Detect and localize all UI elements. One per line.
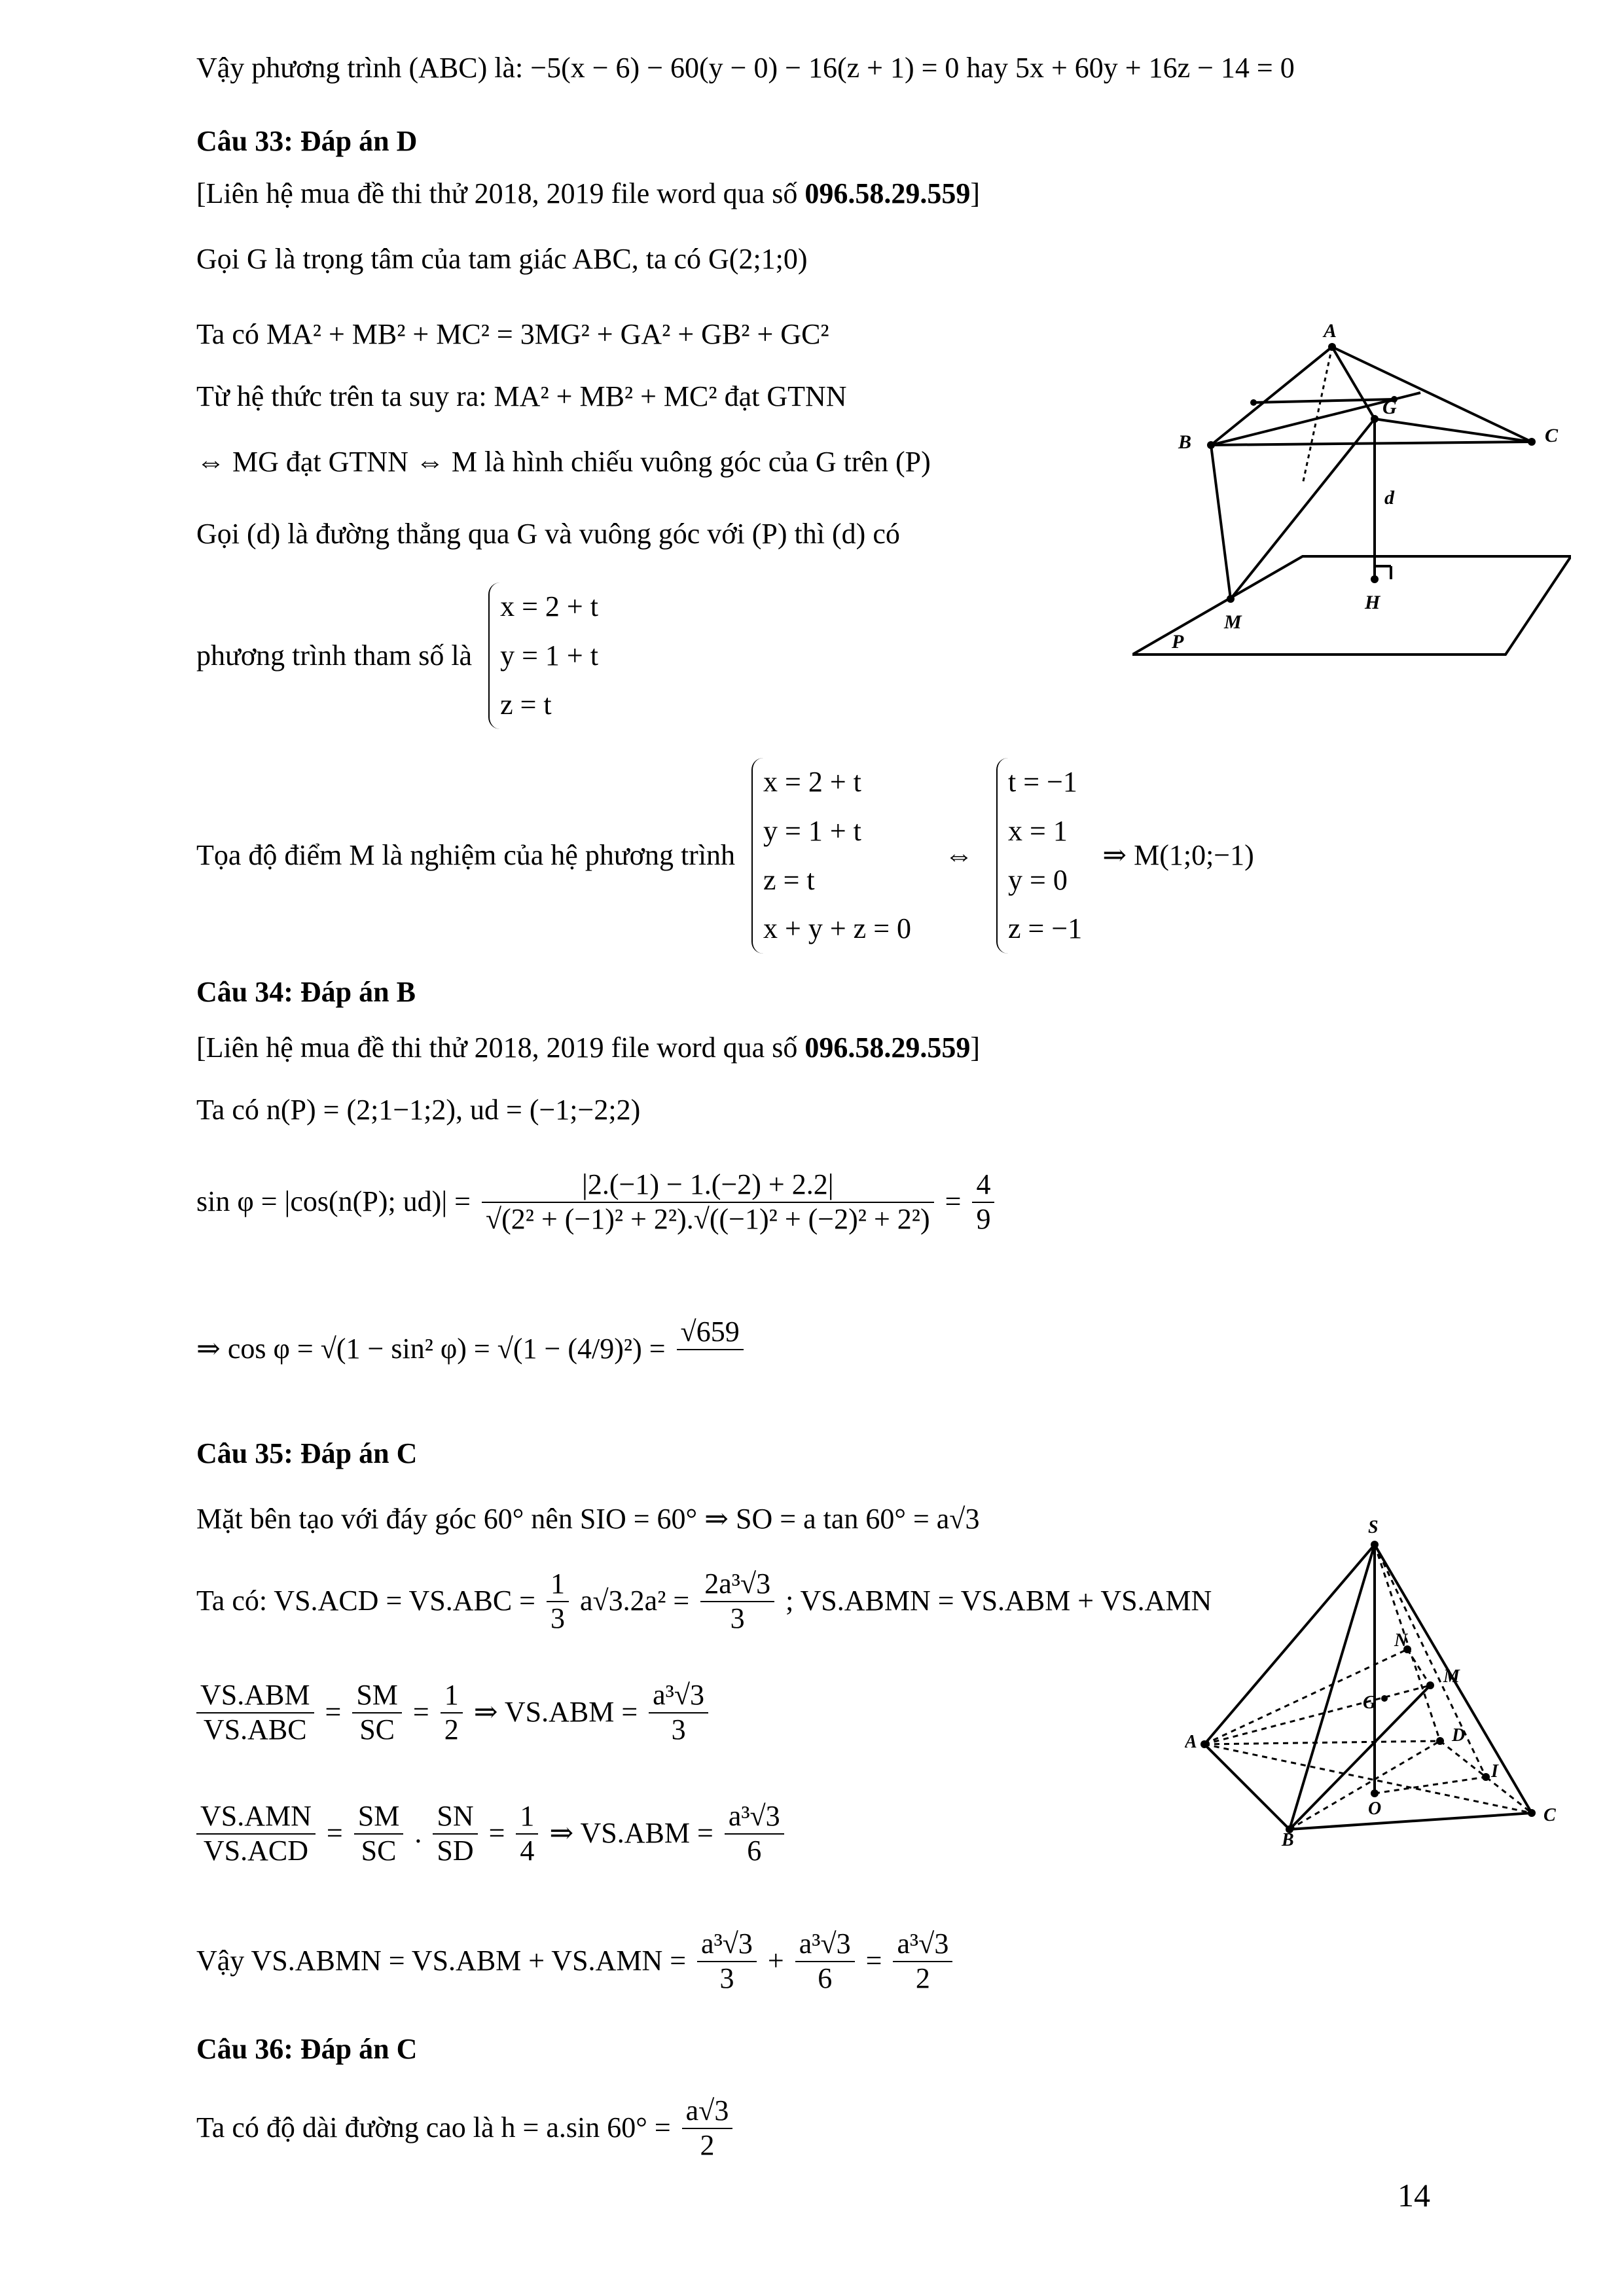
cos-result-num: √659 xyxy=(677,1316,744,1350)
ratio2-b-den: SC xyxy=(361,1834,397,1867)
label-c: C xyxy=(1545,425,1559,446)
cos-result-den xyxy=(677,1350,744,1383)
label-o: O xyxy=(1368,1799,1382,1819)
ratio2-b2-num: SN xyxy=(433,1800,477,1835)
height-frac xyxy=(682,2094,733,2162)
ratio2-c-den: 4 xyxy=(520,1834,535,1867)
ratio2-eq-2: = xyxy=(488,1817,505,1850)
label-s: S xyxy=(1368,1518,1379,1537)
ratio2-frac-d xyxy=(725,1800,784,1867)
q35-ratio-2 xyxy=(196,1800,788,1867)
system-left-4: x + y + z = 0 xyxy=(763,912,912,945)
ratio1-b-num: SM xyxy=(352,1679,402,1713)
label-a: A xyxy=(1185,1732,1197,1752)
edge-ad xyxy=(1204,1741,1440,1744)
system-left-2: y = 1 + t xyxy=(763,814,861,847)
ratio2-c-num: 1 xyxy=(516,1800,538,1835)
q33-line-g1: Gọi G là trọng tâm của tam giác ABC, ta có G(2;1;0) xyxy=(196,243,808,275)
ratio2-frac-b2 xyxy=(433,1800,477,1867)
system-right xyxy=(996,758,1082,954)
system-right-4: z = −1 xyxy=(1008,912,1083,945)
label-i: I xyxy=(1491,1761,1498,1782)
contact-phone: 096.58.29.559 xyxy=(804,177,971,209)
ratio1-d-num: a³√3 xyxy=(649,1679,708,1713)
q33-heading: Câu 33: Đáp án D xyxy=(196,125,418,157)
q33-line-g3: Từ hệ thức trên ta suy ra: MA² + MB² + MC² đạt GTNN xyxy=(196,380,847,412)
sin-denominator: √(2² + (−1)² + 2²).√((−1)² + (−2)² + 2²) xyxy=(485,1202,930,1235)
label-m: M xyxy=(1224,611,1242,633)
height-lhs: Ta có độ dài đường cao là h = a.sin 60° = xyxy=(196,2111,671,2144)
ratio2-b-num: SM xyxy=(354,1800,404,1835)
edge-bc xyxy=(1290,1813,1532,1829)
label-b: B xyxy=(1178,431,1192,453)
edge-ab xyxy=(1204,1744,1290,1829)
height-den: 2 xyxy=(700,2128,715,2161)
sin-result-den: 9 xyxy=(976,1202,991,1235)
label-g: G xyxy=(1382,397,1397,418)
total-lhs: Vậy VS.ABMN = VS.ABM + VS.AMN = xyxy=(196,1945,687,1977)
equation-abc: Vậy phương trình (ABC) là: −5(x − 6) − 60(y − 0) − 16(z + 1) = 0 hay 5x + 60y + 16z − 14 = 0 xyxy=(196,52,1295,84)
param-eq-1: x = 2 + t xyxy=(500,590,598,622)
cos-lhs: ⇒ cos φ = √(1 − sin² φ) = √(1 − (4/9)²) = xyxy=(196,1332,666,1365)
page-number: 14 xyxy=(1398,2177,1430,2214)
ratio2-d-den: 6 xyxy=(747,1834,762,1867)
q34-sin-row xyxy=(196,1168,998,1236)
median-1 xyxy=(1254,399,1394,403)
vol-frac-1-num: 1 xyxy=(547,1568,569,1602)
contact-suffix: ] xyxy=(970,1031,980,1064)
ratio2-b2-den: SD xyxy=(437,1834,474,1867)
sin-result-num: 4 xyxy=(972,1168,994,1203)
total-plus: + xyxy=(767,1945,784,1977)
system-left xyxy=(751,758,911,954)
contact-line-33 xyxy=(196,177,980,211)
ratio1-frac-a xyxy=(196,1679,314,1746)
total-2-den: 6 xyxy=(818,1962,833,1994)
ratio1-mid: ⇒ VS.ABM = xyxy=(473,1696,638,1729)
ratio2-d-num: a³√3 xyxy=(725,1800,784,1835)
ratio2-frac-a xyxy=(196,1800,316,1867)
vol-rhs: ; VS.ABMN = VS.ABM + VS.AMN xyxy=(785,1585,1212,1617)
label-m: M xyxy=(1443,1666,1460,1687)
param-eq-2: y = 1 + t xyxy=(500,639,598,672)
edge-sa xyxy=(1204,1545,1375,1744)
contact-phone: 096.58.29.559 xyxy=(804,1031,971,1064)
ratio1-frac-b xyxy=(352,1679,402,1746)
system-right-2: x = 1 xyxy=(1008,814,1068,847)
q34-heading: Câu 34: Đáp án B xyxy=(196,976,416,1008)
system-label: Tọa độ điểm M là nghiệm của hệ phương trình xyxy=(196,839,736,872)
label-g: G xyxy=(1363,1693,1377,1713)
total-1-den: 3 xyxy=(719,1962,734,1994)
figure-pyramid xyxy=(1185,1518,1578,1846)
q33-system-row xyxy=(196,758,1254,954)
vol-frac-1 xyxy=(547,1568,569,1635)
label-b: B xyxy=(1282,1830,1294,1846)
cos-result xyxy=(677,1316,744,1383)
q34-cos-row xyxy=(196,1316,748,1383)
q35-ratio-1 xyxy=(196,1679,712,1746)
ratio2-a-den: VS.ACD xyxy=(203,1834,309,1867)
ratio2-mid: ⇒ VS.ABM = xyxy=(549,1817,713,1850)
ratio1-eq-1: = xyxy=(325,1696,342,1729)
total-3-den: 2 xyxy=(915,1962,930,1994)
total-frac-1 xyxy=(697,1928,757,1995)
ratio2-a-num: VS.AMN xyxy=(196,1800,316,1835)
system-right-1: t = −1 xyxy=(1008,766,1077,798)
q36-heading: Câu 36: Đáp án C xyxy=(196,2033,418,2065)
contact-line-34 xyxy=(196,1031,980,1066)
contact-prefix: [Liên hệ mua đề thi thử 2018, 2019 file word qua số xyxy=(196,177,805,209)
q35-line-1: Mặt bên tạo với đáy góc 60° nên SIO = 60° ⇒ SO = a tan 60° = a√3 xyxy=(196,1503,980,1535)
ratio1-frac-c xyxy=(441,1679,463,1746)
height-num: a√3 xyxy=(682,2094,733,2129)
contact-suffix: ] xyxy=(970,177,980,209)
ratio1-c-den: 2 xyxy=(444,1713,459,1746)
q33-line-g4: ⇔ MG đạt GTNN ⇔ M là hình chiếu vuông góc của G trên (P) xyxy=(196,446,931,478)
figure-plane-triangle xyxy=(1132,321,1571,674)
param-eq-3: z = t xyxy=(500,688,552,721)
q33-line-g5: Gọi (d) là đường thẳng qua G và vuông góc với (P) thì (d) có xyxy=(196,518,900,550)
label-h: H xyxy=(1365,592,1380,613)
sin-lhs: sin φ = |cos(n(P); ud)| = xyxy=(196,1185,471,1218)
vol-frac-2-num: 2a³√3 xyxy=(700,1568,774,1602)
label-d: d xyxy=(1384,487,1394,509)
vol-frac-2-den: 3 xyxy=(730,1602,745,1634)
total-frac-3 xyxy=(893,1928,952,1995)
sin-numerator: |2.(−1) − 1.(−2) + 2.2| xyxy=(482,1168,934,1203)
ratio2-frac-b xyxy=(354,1800,404,1867)
ratio1-frac-d xyxy=(649,1679,708,1746)
system-left-1: x = 2 + t xyxy=(763,766,861,798)
edge-bm xyxy=(1211,445,1231,599)
q33-param-row xyxy=(196,583,598,729)
ratio1-c-num: 1 xyxy=(441,1679,463,1713)
seg-an xyxy=(1204,1649,1407,1744)
label-c: C xyxy=(1543,1805,1556,1825)
param-system xyxy=(488,583,598,729)
total-eq: = xyxy=(865,1945,882,1977)
total-3-num: a³√3 xyxy=(893,1928,952,1962)
label-p: P xyxy=(1172,631,1184,653)
edge-bc xyxy=(1211,442,1532,445)
vol-lhs: Ta có: VS.ACD = VS.ABC = xyxy=(196,1585,535,1617)
vol-frac-2 xyxy=(700,1568,774,1635)
vol-frac-1-den: 3 xyxy=(550,1602,565,1634)
system-right-3: y = 0 xyxy=(1008,863,1068,896)
sin-fraction xyxy=(482,1168,934,1236)
equiv-symbol: ⇔ xyxy=(945,839,974,872)
ratio1-d-den: 3 xyxy=(671,1713,686,1746)
sin-equals: = xyxy=(945,1185,962,1218)
ratio2-eq-1: = xyxy=(326,1817,343,1850)
result-m: ⇒ M(1;0;−1) xyxy=(1102,839,1254,872)
system-left-3: z = t xyxy=(763,863,815,896)
ratio2-frac-c xyxy=(516,1800,538,1867)
total-2-num: a³√3 xyxy=(795,1928,855,1962)
label-n: N xyxy=(1394,1630,1408,1651)
q33-line-g2: Ta có MA² + MB² + MC² = 3MG² + GA² + GB² + GC² xyxy=(196,318,829,350)
total-1-num: a³√3 xyxy=(697,1928,757,1962)
param-label: phương trình tham số là xyxy=(196,639,473,672)
ratio1-b-den: SC xyxy=(359,1713,395,1746)
ratio2-dot: . xyxy=(414,1817,422,1850)
q35-volume-row xyxy=(196,1568,1212,1635)
contact-prefix: [Liên hệ mua đề thi thử 2018, 2019 file word qua số xyxy=(196,1031,805,1064)
label-d: D xyxy=(1452,1725,1466,1746)
ratio1-a-num: VS.ABM xyxy=(196,1679,314,1713)
q36-height-row xyxy=(196,2094,736,2162)
sin-result xyxy=(972,1168,994,1236)
q35-total-row xyxy=(196,1928,956,1995)
vol-mid: a√3.2a² = xyxy=(580,1585,690,1617)
q35-heading: Câu 35: Đáp án C xyxy=(196,1437,418,1469)
ratio1-eq-2: = xyxy=(412,1696,429,1729)
label-a: A xyxy=(1324,321,1337,342)
q34-vectors: Ta có n(P) = (2;1−1;2), ud = (−1;−2;2) xyxy=(196,1094,641,1126)
plane-p xyxy=(1132,556,1571,655)
total-frac-2 xyxy=(795,1928,855,1995)
ratio1-a-den: VS.ABC xyxy=(203,1713,307,1746)
